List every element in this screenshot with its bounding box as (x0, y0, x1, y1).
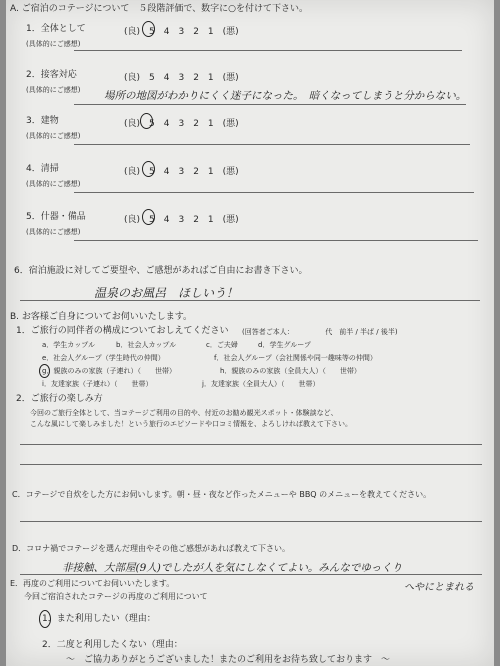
section-c-title: C．コテージで自炊をした方にお伺いします。朝・昼・夜など作ったメニューや BBQ のメニューを教えてください。 (12, 490, 432, 499)
item-4-selected-circle (142, 161, 155, 177)
item-1-comment-label: (具体的にご感想) (26, 40, 81, 48)
item-1-label: 1．全体として (26, 24, 86, 34)
section-d-title: D．コロナ禍でコテージを選んだ理由やその他ご感想があれば教えて下さい。 (12, 544, 290, 553)
section-e-option-2: 2．二度と利用したくない（理由： (42, 640, 183, 650)
item-5-comment-label: (具体的にご感想) (26, 228, 81, 236)
section-b-title: B. お客様ご自身についてお伺いいたします。 (10, 312, 192, 322)
item-4-rating-scale: (良) 5 4 3 2 1 (悪) (124, 167, 239, 177)
q6-label: 6．宿泊施設に対してご要望や、ご感想があればご自由にお書き下さい。 (14, 266, 308, 276)
option-g-selected-circle (39, 364, 50, 378)
q2-answer-line-2 (20, 464, 482, 465)
option-i: i．友達家族（子連れ）（ 世帯） (42, 380, 153, 388)
survey-sheet (6, 0, 494, 666)
item-3-selected-circle (140, 113, 153, 129)
item-3-label: 3．建物 (26, 116, 59, 126)
section-a-header: A. ご宿泊のコテージについて ５段階評価で、数字に○を付けて下さい。 (10, 4, 309, 14)
item-1-answer-line (74, 50, 462, 51)
item-3-rating-scale: (良) 5 4 3 2 1 (悪) (124, 119, 239, 129)
item-4-comment-label: (具体的にご感想) (26, 180, 81, 188)
option-b: b．社会人カップル (116, 341, 177, 349)
section-b-q2: 2．ご旅行の楽しみ方 (16, 394, 103, 404)
section-b-q1: 1．ご旅行の同伴者の構成についておしえてください (16, 326, 229, 336)
option-a: a．学生カップル (42, 341, 95, 349)
item-2-rating-scale: (良) 5 4 3 2 1 (悪) (124, 73, 239, 83)
section-e-option-1-selected-circle (39, 610, 51, 628)
item-4-answer-line (74, 192, 474, 193)
item-2-comment-label: (具体的にご感想) (26, 86, 81, 94)
item-2-label: 2．接客対応 (26, 70, 77, 80)
option-j: j．友達家族（全員大人）（ 世帯） (202, 380, 320, 388)
section-e-title: E．再度のご利用についてお伺いいたします。 (10, 579, 175, 588)
option-c: c．ご夫婦 (206, 341, 238, 349)
section-e-subtitle: 今回ご宿泊されたコテージの再度のご利用について (24, 592, 208, 601)
section-b-q2-text1: 今回のご旅行全体として、当コテージご利用の目的や、付近のお勧め観光スポット・体験談など、 (30, 409, 338, 417)
item-5-answer-line (74, 240, 478, 241)
item-3-answer-line (74, 144, 470, 145)
section-c-answer-line (20, 521, 482, 522)
section-d-handwritten-answer-2: へやにとまれる (404, 582, 474, 593)
respondent-age: (回答者ご本人： 代 前半 / 半ば / 後半) (242, 328, 398, 336)
option-f: f．社会人グループ（会社関係や同一趣味等の仲間） (214, 354, 377, 362)
item-3-comment-label: (具体的にご感想) (26, 132, 81, 140)
item-1-rating-scale: (良) 5 4 3 2 1 (悪) (124, 27, 239, 37)
section-d-handwritten-answer: 非接触、大部屋(9人)でしたが人を気にしなくてよい。みんなでゆっくり (62, 562, 403, 574)
option-e: e．社会人グループ（学生時代の仲間） (42, 354, 165, 362)
section-b-q2-text2: こんな風にして楽しみました！という旅行のエピソードや口コミ情報を、よろしければ教えて下さい。 (30, 420, 352, 428)
option-h: h．親族のみの家族（全員大人）（ 世帯） (220, 367, 361, 375)
q2-answer-line-1 (20, 444, 482, 445)
item-5-label: 5．什器・備品 (26, 212, 86, 222)
option-g: g．親族のみの家族（子連れ）（ 世帯） (42, 367, 176, 375)
item-5-selected-circle (142, 209, 155, 225)
item-2-handwritten-answer: 場所の地図がわかりにくく迷子になった。 暗くなってしまうと分からない。 (104, 90, 467, 102)
option-d: d．学生グループ (258, 341, 311, 349)
section-d-answer-line (20, 574, 482, 575)
q6-handwritten-answer: 温泉のお風呂 ほしいう！ (94, 286, 239, 300)
q6-answer-line (20, 300, 480, 301)
closing-message: ～ ご協力ありがとうございました！またのご利用をお待ち致しております ～ (66, 655, 391, 665)
item-4-label: 4．清掃 (26, 164, 59, 174)
item-5-rating-scale: (良) 5 4 3 2 1 (悪) (124, 215, 239, 225)
section-e-option-1: 1．また利用したい（理由： (42, 614, 156, 624)
item-2-answer-line (74, 104, 466, 105)
item-1-selected-circle (142, 21, 155, 37)
